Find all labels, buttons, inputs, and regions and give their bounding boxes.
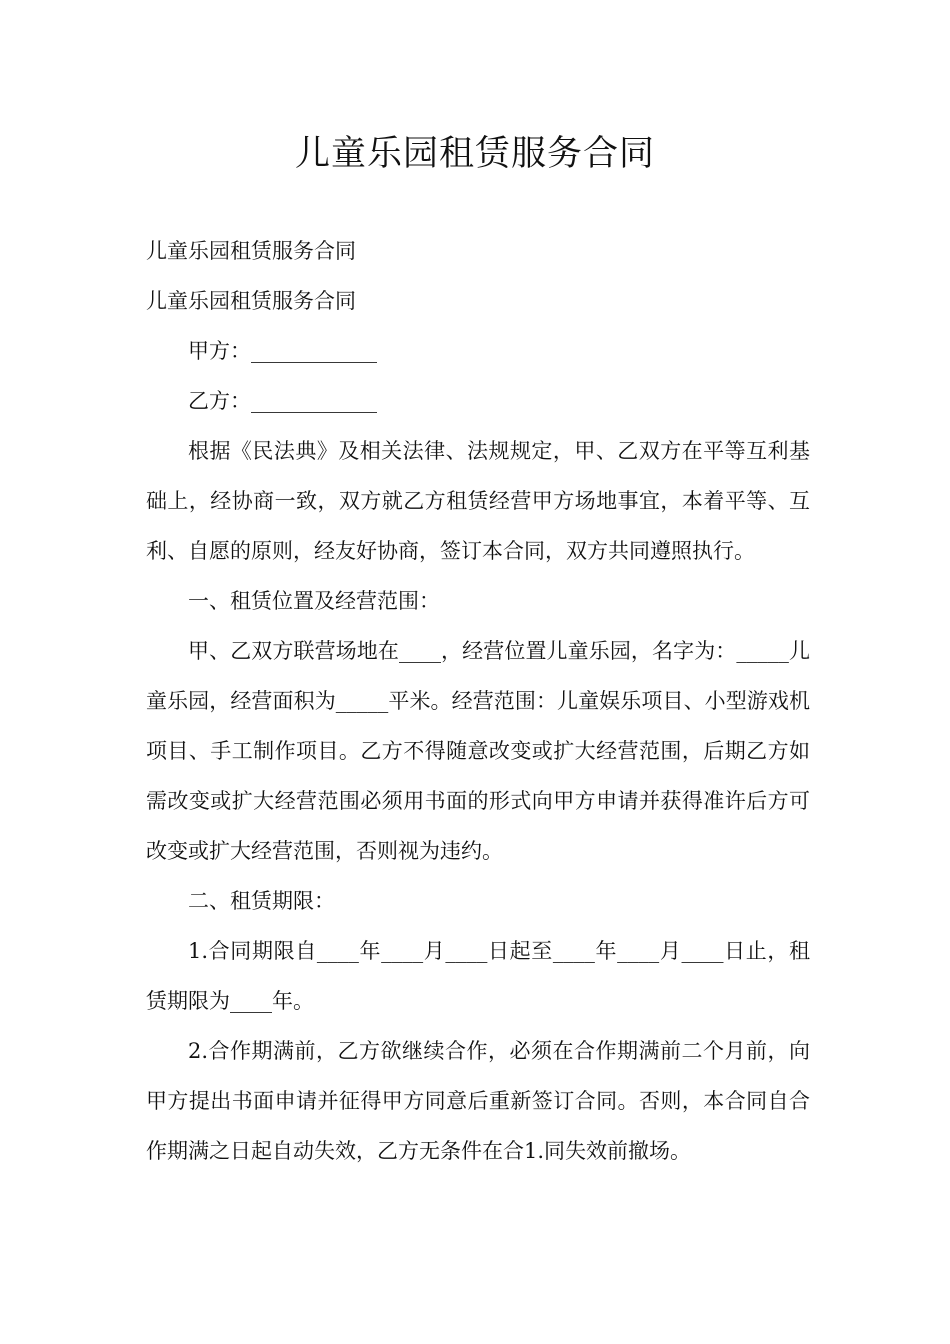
document-body — [146, 226, 810, 1176]
subtitle-line: 儿童乐园租赁服务合同 — [146, 239, 356, 263]
section-paragraph: 甲、乙双方联营场地在____，经营位置儿童乐园，名字为：_____儿童乐园，经营面积为_____平米。经营范围：儿童娱乐项目、小型游戏机项目、手工制作项目。乙方不得随意改变或扩大经营范围，后期乙方如需改变或扩大经营范围必须用书面的形式向甲方申请并获得准许后方可改变或扩大经营范围，否则视为违约。 — [146, 639, 810, 863]
section-heading: 一、租赁位置及经营范围： — [188, 589, 440, 613]
intro-paragraph: 根据《民法典》及相关法律、法规规定，甲、乙双方在平等互利基础上，经协商一致，双方就乙方租赁经营甲方场地事宜，本着平等、互利、自愿的原则，经友好协商，签订本合同，双方共同遵照执行。 — [146, 439, 810, 563]
clause-paragraph: 1.合同期限自____年____月____日起至____年____月____日止，租赁期限为____年。 — [146, 939, 810, 1013]
document-title: 儿童乐园租赁服务合同 — [294, 134, 655, 174]
clause-paragraph: 2.合作期满前，乙方欲继续合作，必须在合作期满前二个月前，向甲方提出书面申请并征得甲方同意后重新签订合同。否则，本合同自合作期满之日起自动失效，乙方无条件在合1.同失效前撤场。 — [146, 1039, 810, 1163]
party-b-line: 乙方：____________ — [188, 389, 377, 413]
section-heading: 二、租赁期限： — [188, 889, 335, 913]
party-a-line: 甲方：____________ — [188, 339, 377, 363]
subtitle-line: 儿童乐园租赁服务合同 — [146, 289, 356, 313]
